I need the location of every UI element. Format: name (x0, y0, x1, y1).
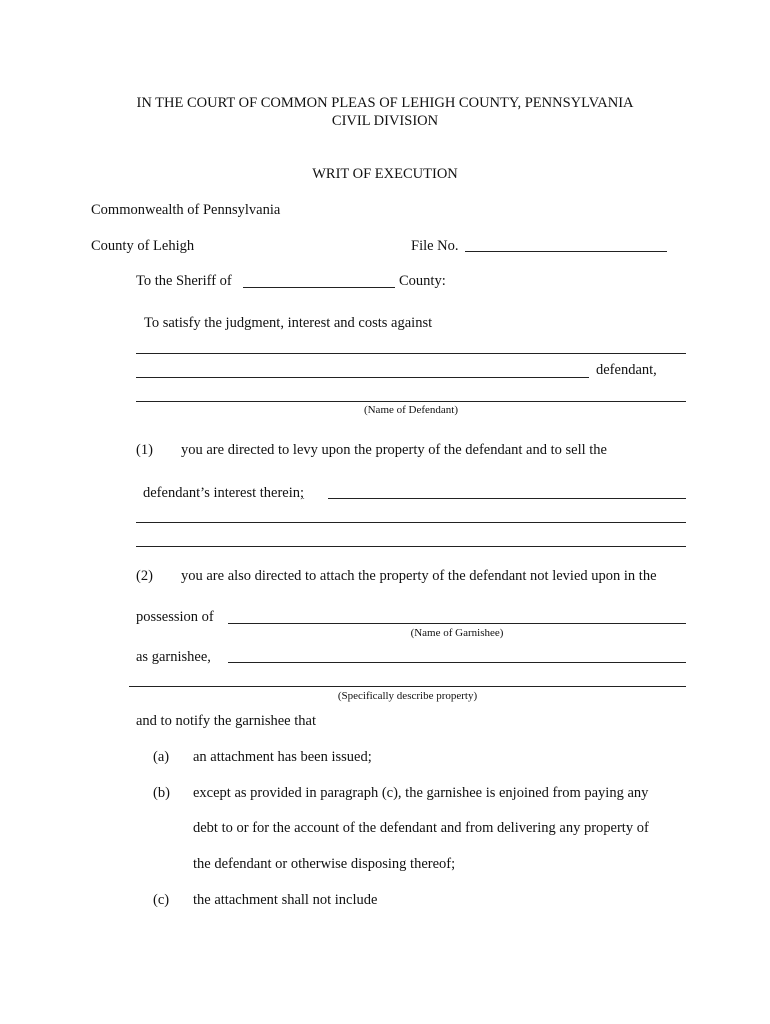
item-b-text-line-3: the defendant or otherwise disposing thereof; (193, 856, 456, 872)
possession-of-label: possession of (136, 609, 214, 625)
para1-text: you are directed to levy upon the property of the defendant and to sell the (181, 442, 607, 458)
county-label: County of Lehigh (91, 238, 195, 254)
item-b-text-line-2: debt to or for the account of the defendant and from delivering any property of (193, 820, 649, 836)
para2-text: you are also directed to attach the property of the defendant not levied upon in the (181, 568, 657, 584)
item-c-letter: (c) (153, 892, 170, 908)
defendant-line-2[interactable] (136, 377, 589, 378)
item-a-letter: (a) (153, 749, 170, 765)
defendant-label: defendant, (596, 362, 657, 378)
describe-property-caption: (Specifically describe property) (337, 690, 478, 702)
garnishee-name-field[interactable] (228, 623, 686, 624)
document-title: WRIT OF EXECUTION (312, 166, 458, 182)
file-no-field[interactable] (465, 251, 667, 252)
court-heading: IN THE COURT OF COMMON PLEAS OF LEHIGH COUNTY, PENNSYLVANIA (136, 95, 634, 111)
property-interest-line-3[interactable] (136, 546, 686, 547)
notify-intro: and to notify the garnishee that (136, 713, 316, 729)
para2-number: (2) (136, 568, 153, 584)
as-garnishee-label: as garnishee, (136, 649, 211, 665)
commonwealth-label: Commonwealth of Pennsylvania (91, 202, 281, 218)
division-heading: CIVIL DIVISION (331, 113, 439, 129)
sheriff-suffix: County: (399, 273, 446, 289)
item-a-text: an attachment has been issued; (193, 749, 372, 765)
file-no-label: File No. (411, 238, 459, 254)
garnishee-field[interactable] (228, 662, 686, 663)
property-description-field[interactable] (129, 686, 686, 687)
para1-number: (1) (136, 442, 153, 458)
property-interest-line-2[interactable] (136, 522, 686, 523)
property-interest-line-1[interactable] (328, 498, 686, 499)
judgment-intro: To satisfy the judgment, interest and costs against (144, 315, 433, 331)
name-of-defendant-caption: (Name of Defendant) (363, 404, 459, 416)
para1-continuation: defendant’s interest therein (143, 485, 301, 501)
item-b-text-line-1: except as provided in paragraph (c), the garnishee is enjoined from paying any (193, 785, 649, 801)
item-c-text: the attachment shall not include (193, 892, 378, 908)
defendant-line-3[interactable] (136, 401, 686, 402)
sheriff-prefix: To the Sheriff of (136, 273, 232, 289)
item-b-letter: (b) (153, 785, 170, 801)
defendant-line-1[interactable] (136, 353, 686, 354)
para1-punct: ; (300, 485, 305, 501)
name-of-garnishee-caption: (Name of Garnishee) (410, 627, 504, 639)
sheriff-county-field[interactable] (243, 287, 395, 288)
para1-continuation-line (143, 484, 304, 502)
